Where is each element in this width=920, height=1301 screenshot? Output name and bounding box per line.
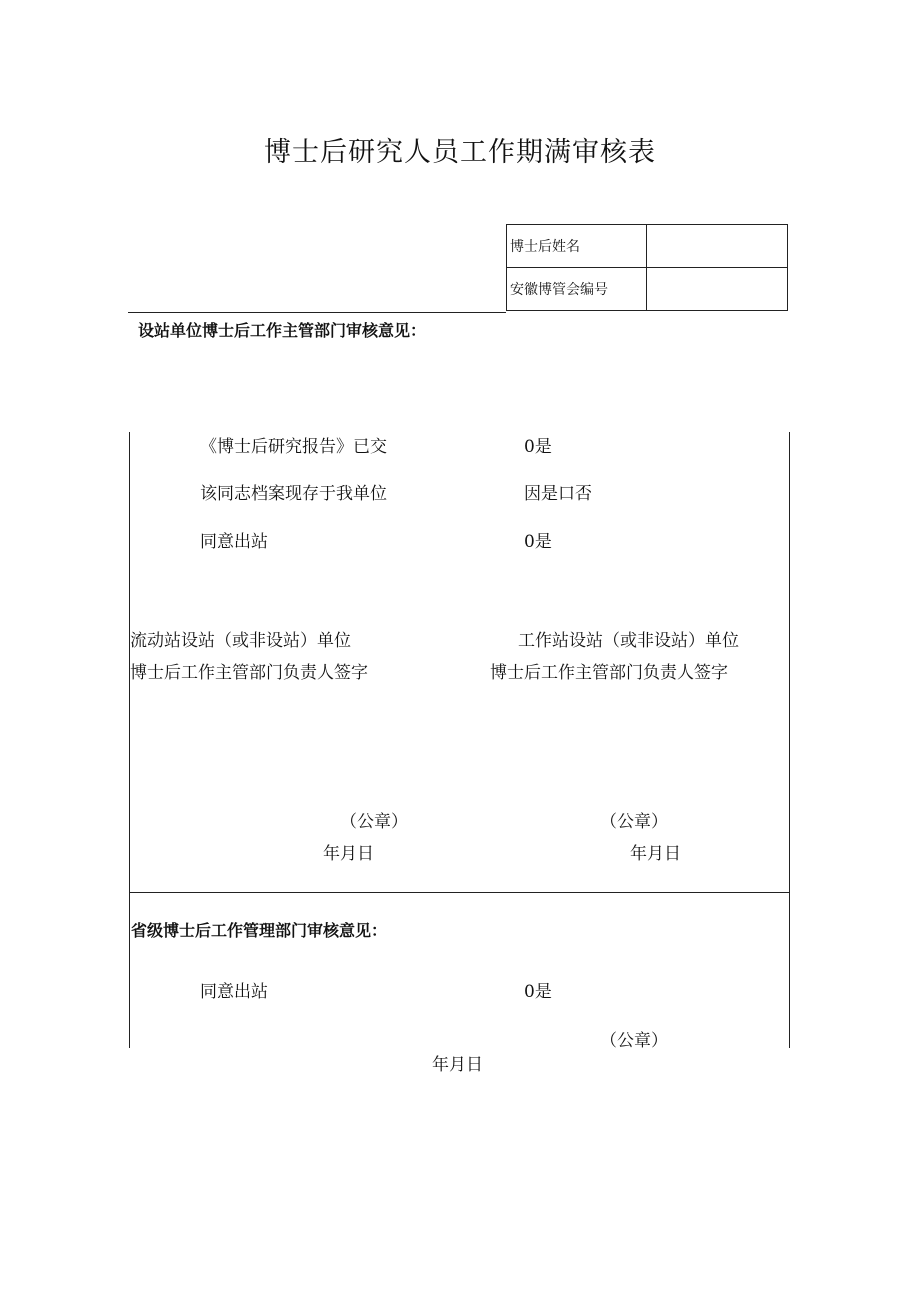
- form-left-border: [129, 432, 130, 1048]
- unit-section-header: 设站单位博士后工作主管部门审核意见：: [138, 321, 427, 340]
- form-right-border: [789, 432, 790, 1048]
- agree-exit-label: 同意出站: [200, 532, 268, 552]
- work-station-signature-label: 博士后工作主管部门负责人签字: [490, 663, 728, 683]
- number-label: 安徽博管会编号: [507, 268, 647, 311]
- number-value-cell[interactable]: [647, 268, 788, 311]
- mobile-station-unit-label: 流动站设站（或非设站）单位: [130, 631, 351, 651]
- right-seal-label: （公章）: [600, 812, 668, 832]
- archive-label: 该同志档案现存于我单位: [200, 484, 387, 504]
- right-date-label: 年月日: [630, 844, 681, 864]
- province-agree-exit-status[interactable]: 0是: [524, 982, 552, 1002]
- left-date-label: 年月日: [323, 844, 374, 864]
- work-station-unit-label: 工作站设站（或非设站）单位: [518, 631, 739, 651]
- province-agree-exit-label: 同意出站: [200, 982, 268, 1002]
- province-seal-label: （公章）: [600, 1031, 668, 1051]
- name-label: 博士后姓名: [507, 225, 647, 268]
- number-row: [507, 268, 788, 311]
- left-seal-label: （公章）: [340, 812, 408, 832]
- province-date-label: 年月日: [432, 1055, 483, 1075]
- name-row: [507, 225, 788, 268]
- page-title: 博士后研究人员工作期满审核表: [264, 137, 656, 168]
- report-submitted-label: 《博士后研究报告》已交: [200, 437, 387, 457]
- report-submitted-status[interactable]: 0是: [524, 437, 552, 457]
- province-section-header: 省级博士后工作管理部门审核意见：: [131, 921, 388, 940]
- section-divider: [129, 892, 790, 893]
- archive-status[interactable]: 因是口否: [524, 484, 592, 504]
- postdoc-info-table: [506, 224, 788, 311]
- name-value-cell[interactable]: [647, 225, 788, 268]
- header-divider: [128, 312, 506, 313]
- mobile-station-signature-label: 博士后工作主管部门负责人签字: [130, 663, 368, 683]
- agree-exit-status[interactable]: 0是: [524, 532, 552, 552]
